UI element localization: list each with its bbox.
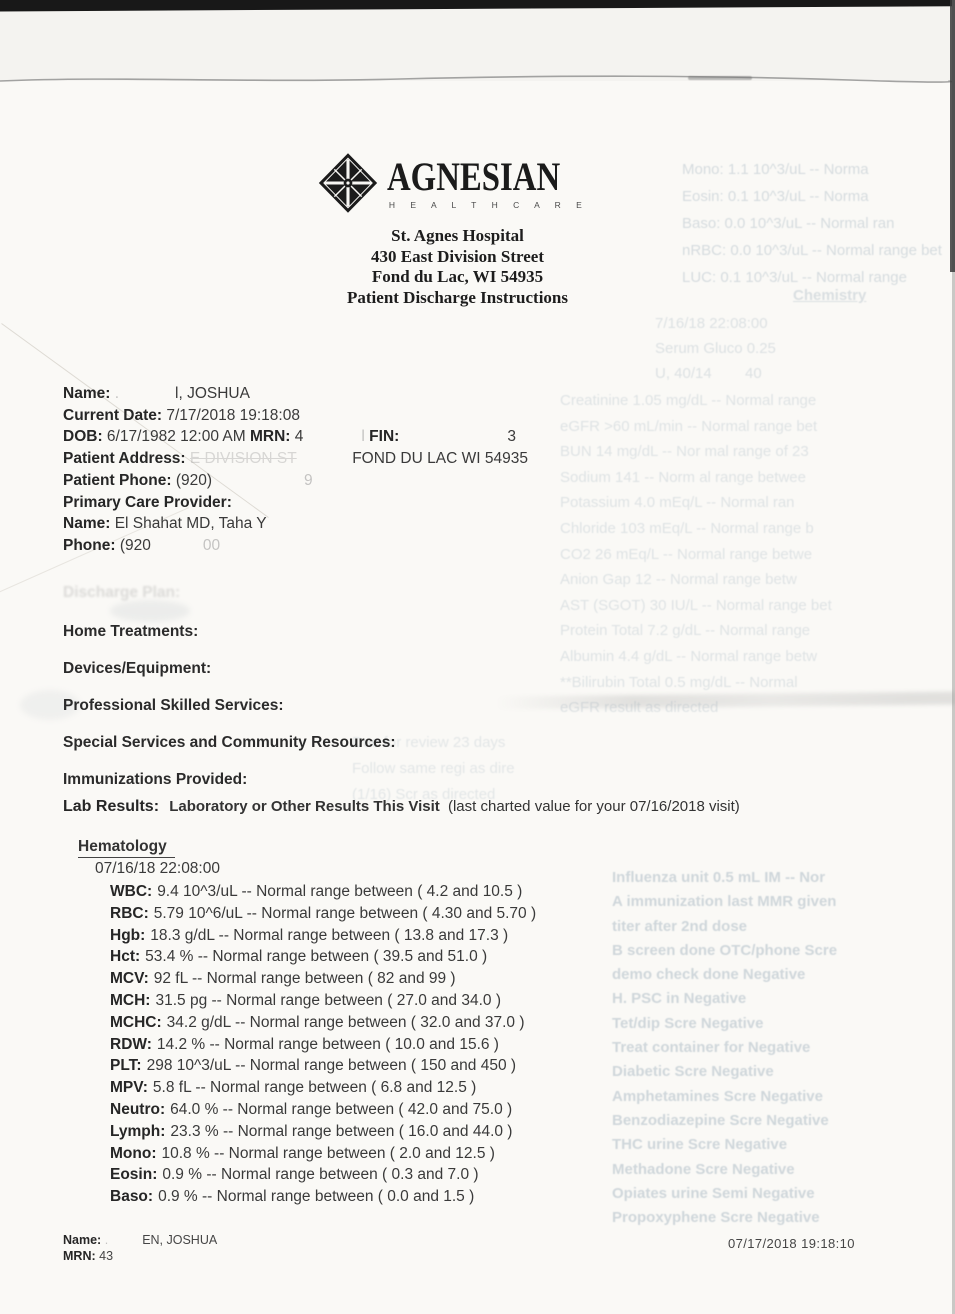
patient-info-block — [63, 383, 528, 557]
lab-results-list — [110, 881, 536, 1208]
bleedthrough-chemistry-heading: Chemistry — [793, 287, 867, 304]
lab-result-row — [110, 1077, 536, 1099]
lab-test-name: Neutro: — [110, 1100, 166, 1118]
bleedthrough-line: Anion Gap 12 -- Normal range betw — [560, 571, 797, 589]
patient-phone-label: Patient Phone: — [63, 471, 172, 489]
bleedthrough-line: Eosin: 0.1 10^3/uL -- Norma — [682, 188, 869, 205]
section-heading: Special Services and Community Resources: — [63, 734, 396, 751]
street-address: 430 East Division Street — [371, 246, 544, 266]
lab-test-value-range: 5.79 10^6/uL -- Normal range between ( 4.30 and 5.70 ) — [153, 904, 537, 922]
lab-test-value-range: 34.2 g/dL -- Normal range between ( 32.0 and 37.0 ) — [166, 1013, 525, 1031]
section-headings — [63, 613, 396, 798]
lab-result-row — [110, 1164, 536, 1186]
bleedthrough-line: Chloride 103 mEq/L -- Normal range b — [560, 519, 814, 537]
lab-test-name: Baso: — [110, 1188, 154, 1206]
page-footer — [63, 1233, 217, 1264]
redaction-fragment: l — [361, 428, 365, 446]
bleedthrough-line: demo check done Negative — [612, 966, 806, 984]
bleedthrough-line: eGFR >60 mL/min -- Normal range bet — [560, 417, 818, 435]
lab-test-name: Mono: — [110, 1144, 157, 1162]
fin-value-fragment: 3 — [507, 428, 516, 446]
bleedthrough-line: THC urine Scre Negative — [612, 1136, 788, 1154]
bleedthrough-line: (1/16) Scr as directed — [352, 786, 496, 803]
pcp-name-value: El Shahat MD, Taha Y — [114, 515, 267, 533]
lab-test-name: MCV: — [110, 970, 149, 988]
footer-name-line — [63, 1233, 217, 1249]
document-title: Patient Discharge Instructions — [347, 287, 568, 307]
lab-result-row — [110, 1143, 536, 1165]
patient-address-line — [63, 448, 528, 470]
pcp-name-line — [63, 513, 528, 535]
pcp-phone-line — [63, 535, 528, 557]
lab-test-value-range: 31.5 pg -- Normal range between ( 27.0 and 34.0 ) — [155, 991, 501, 1009]
mrn-value: 4 — [294, 428, 304, 446]
pcp-heading: Primary Care Provider: — [63, 493, 232, 511]
pcp-heading-line — [63, 492, 528, 514]
lab-results-note: (last charted value for your 07/16/2018 visit) — [447, 798, 740, 815]
paper-edge-smudge — [688, 76, 752, 80]
footer-mrn-line — [63, 1249, 217, 1265]
patient-address-value: FOND DU LAC WI 54935 — [352, 450, 528, 468]
current-date-line — [63, 405, 528, 427]
footer-name-label: Name: — [63, 1233, 102, 1247]
lab-results-sublabel: Laboratory or Other Results This Visit — [169, 798, 440, 815]
dob-value: 6/17/1982 12:00 AM — [106, 428, 246, 446]
lab-test-name: Hct: — [110, 948, 141, 966]
bleedthrough-line: LUC: 0.1 10^3/uL -- Normal range — [682, 269, 907, 286]
pcp-phone-value: (920 — [119, 536, 151, 554]
bleedthrough-line: Protein Total 7.2 g/dL -- Normal range — [560, 622, 811, 640]
footer-mrn-value: 43 — [99, 1248, 114, 1263]
lab-result-row — [110, 1121, 536, 1143]
patient-phone-line — [63, 470, 528, 492]
lab-test-value-range: 0.9 % -- Normal range between ( 0.3 and 7.0 ) — [162, 1166, 479, 1184]
lab-test-value-range: 5.8 fL -- Normal range between ( 6.8 and 12.5 ) — [152, 1079, 477, 1097]
bleedthrough-line: Creatinine 1.05 mg/dL -- Normal range — [560, 392, 817, 409]
bleedthrough-line: Follow same regi as dire — [352, 760, 515, 777]
lab-test-name: Eosin: — [110, 1166, 158, 1184]
lab-test-name: MCH: — [110, 991, 151, 1009]
bleedthrough-text-block — [560, 388, 955, 721]
bleedthrough-line: Propoxyphene Scre Negative — [612, 1209, 820, 1227]
lab-timestamp: 07/16/18 22:08:00 — [95, 860, 220, 877]
bleedthrough-line: Opiates urine Semi Negative — [612, 1184, 815, 1202]
bleedthrough-line: Tet/dip Scre Negative — [612, 1014, 764, 1032]
bleedthrough-line: **Bilirubin Total 0.5 mg/dL -- Normal — [560, 673, 798, 691]
redacted-address-fragment: E DIVISION ST — [189, 450, 297, 468]
lab-test-value-range: 92 fL -- Normal range between ( 82 and 99 ) — [153, 970, 456, 988]
lab-result-row — [110, 881, 536, 903]
bleedthrough-line: Baso: 0.0 10^3/uL -- Normal ran — [682, 215, 895, 232]
bleedthrough-line: B screen done OTC/phone Scre — [612, 941, 838, 959]
mrn-label: MRN: — [250, 428, 291, 446]
lab-result-row — [110, 1186, 536, 1208]
lab-test-name: PLT: — [110, 1057, 142, 1075]
bleedthrough-line: A immunization last MMR given — [612, 893, 837, 911]
section-heading: Professional Skilled Services: — [63, 697, 284, 714]
bleedthrough-text-block — [352, 730, 772, 808]
pcp-phone-label: Phone: — [63, 536, 116, 554]
lab-result-row — [110, 1012, 536, 1034]
bleedthrough-line: 7/16/18 22:08:00 — [655, 315, 768, 332]
lab-test-value-range: 10.8 % -- Normal range between ( 2.0 and 12.5 ) — [161, 1144, 495, 1162]
lab-results-heading-line — [63, 798, 740, 816]
redaction-fragment: 9 — [304, 471, 313, 489]
fin-label: FIN: — [369, 428, 400, 446]
lab-result-row — [110, 990, 536, 1012]
section-heading: Devices/Equipment: — [63, 660, 212, 677]
dob-label: DOB: — [63, 428, 103, 446]
bleedthrough-line: nRBC: 0.0 10^3/uL -- Normal range bet — [682, 242, 942, 259]
lab-test-value-range: 298 10^3/uL -- Normal range between ( 150 and 450 ) — [146, 1057, 517, 1075]
brand-wordmark: AGNESIAN — [386, 153, 561, 199]
redaction-fragment: . — [114, 385, 120, 402]
scan-top-band — [0, 0, 955, 81]
lab-result-row — [110, 946, 536, 968]
section-heading: Home Treatments: — [63, 623, 199, 640]
bleedthrough-line: Albumin 4.4 g/dL -- Normal range betw — [560, 647, 818, 665]
lab-test-name: RBC: — [110, 904, 149, 922]
bleedthrough-line: Mono: 1.1 10^3/uL -- Norma — [682, 161, 869, 178]
bleedthrough-line: Amphetamines Scre Negative — [612, 1087, 823, 1105]
bleedthrough-line: Serum Gluco 0.25 — [655, 340, 776, 357]
lab-result-row — [110, 968, 536, 990]
bleedthrough-text-block — [612, 866, 955, 1230]
lab-result-row — [110, 925, 536, 947]
lab-test-name: Lymph: — [110, 1122, 166, 1140]
bleedthrough-line: H. PSC in Negative — [612, 990, 747, 1008]
bleedthrough-line: Benzodiazepine Scre Negative — [612, 1111, 829, 1129]
hospital-logo — [0, 148, 915, 218]
bleedthrough-line: Diabetic Scre Negative — [612, 1063, 774, 1081]
lab-test-value-range: 9.4 10^3/uL -- Normal range between ( 4.2 and 10.5 ) — [157, 883, 523, 900]
dob-mrn-fin-line — [63, 426, 528, 448]
document-header — [0, 148, 915, 308]
redaction-fragment: . — [104, 1233, 109, 1247]
bleedthrough-line: Due for review 23 days — [352, 734, 506, 751]
patient-name-line — [63, 383, 528, 405]
lab-test-value-range: 64.0 % -- Normal range between ( 42.0 and 75.0 ) — [170, 1100, 513, 1118]
bleedthrough-line: titer after 2nd dose — [612, 917, 748, 935]
lab-test-value-range: 0.9 % -- Normal range between ( 0.0 and 1.5 ) — [158, 1188, 475, 1206]
patient-address-label: Patient Address: — [63, 450, 186, 468]
bleedthrough-line: BUN 14 mg/dL -- Nor mal range of 23 — [560, 443, 809, 461]
lab-result-row — [110, 1034, 536, 1056]
brand-block — [386, 153, 598, 210]
lab-result-row — [110, 903, 536, 925]
footer-name-value: EN, JOSHUA — [142, 1233, 218, 1247]
bleedthrough-line: U, 40/14 40 — [655, 365, 762, 382]
paper-edge-line — [0, 70, 955, 88]
lab-test-value-range: 14.2 % -- Normal range between ( 10.0 and 15.6 ) — [156, 1035, 499, 1053]
bleedthrough-line: Potassium 4.0 mEq/L -- Normal ran — [560, 494, 795, 512]
patient-phone-value: (920) — [175, 471, 213, 489]
bleedthrough-line: Influenza unit 0.5 mL IM -- Nor — [612, 869, 826, 886]
current-date-value: 7/17/2018 19:18:08 — [166, 406, 300, 424]
hospital-name: St. Agnes Hospital — [391, 226, 524, 245]
brand-tagline: H E A L T H C A R E — [388, 199, 589, 210]
footer-datetime: 07/17/2018 19:18:10 — [728, 1236, 855, 1251]
lab-results-label: Lab Results: — [63, 798, 160, 815]
lab-test-value-range: 53.4 % -- Normal range between ( 39.5 and 51.0 ) — [145, 948, 488, 966]
patient-name-value: l, JOSHUA — [175, 385, 250, 402]
lab-test-name: MCHC: — [110, 1013, 162, 1031]
lab-result-row — [110, 1099, 536, 1121]
bleedthrough-line: AST (SGOT) 30 IU/L -- Normal range bet — [560, 596, 832, 614]
bleedthrough-line: eGFR result as directed — [560, 699, 719, 717]
lab-test-value-range: 23.3 % -- Normal range between ( 16.0 and 44.0 ) — [170, 1122, 513, 1140]
lab-test-name: Hgb: — [110, 926, 146, 944]
agnesian-logo-icon — [317, 148, 379, 218]
pcp-name-label: Name: — [63, 515, 111, 533]
city-state-zip: Fond du Lac, WI 54935 — [371, 267, 544, 286]
bleedthrough-text-block — [655, 311, 955, 386]
bleedthrough-line: Methadone Scre Negative — [612, 1160, 795, 1178]
current-date-label: Current Date: — [63, 406, 163, 424]
footer-mrn-label: MRN: — [63, 1248, 96, 1263]
lab-test-value-range: 18.3 g/dL -- Normal range between ( 13.8 and 17.3 ) — [150, 926, 509, 944]
lab-result-row — [110, 1055, 536, 1077]
lab-test-name: RDW: — [110, 1035, 152, 1053]
lab-test-name: MPV: — [110, 1079, 148, 1097]
bleedthrough-line: Treat container for Negative — [612, 1039, 811, 1057]
lab-test-name: WBC: — [110, 883, 153, 900]
whited-out-discharge-line: Discharge Plan: — [63, 584, 181, 601]
redaction-fragment: 00 — [202, 536, 221, 554]
bleedthrough-line: Sodium 141 -- Norm al range betwee — [560, 468, 806, 486]
bleedthrough-line: CO2 26 mEq/L -- Normal range betwe — [560, 545, 813, 563]
lab-category-heading: Hematology — [78, 838, 175, 858]
section-heading: Immunizations Provided: — [63, 771, 248, 788]
patient-name-label: Name: — [63, 385, 111, 402]
